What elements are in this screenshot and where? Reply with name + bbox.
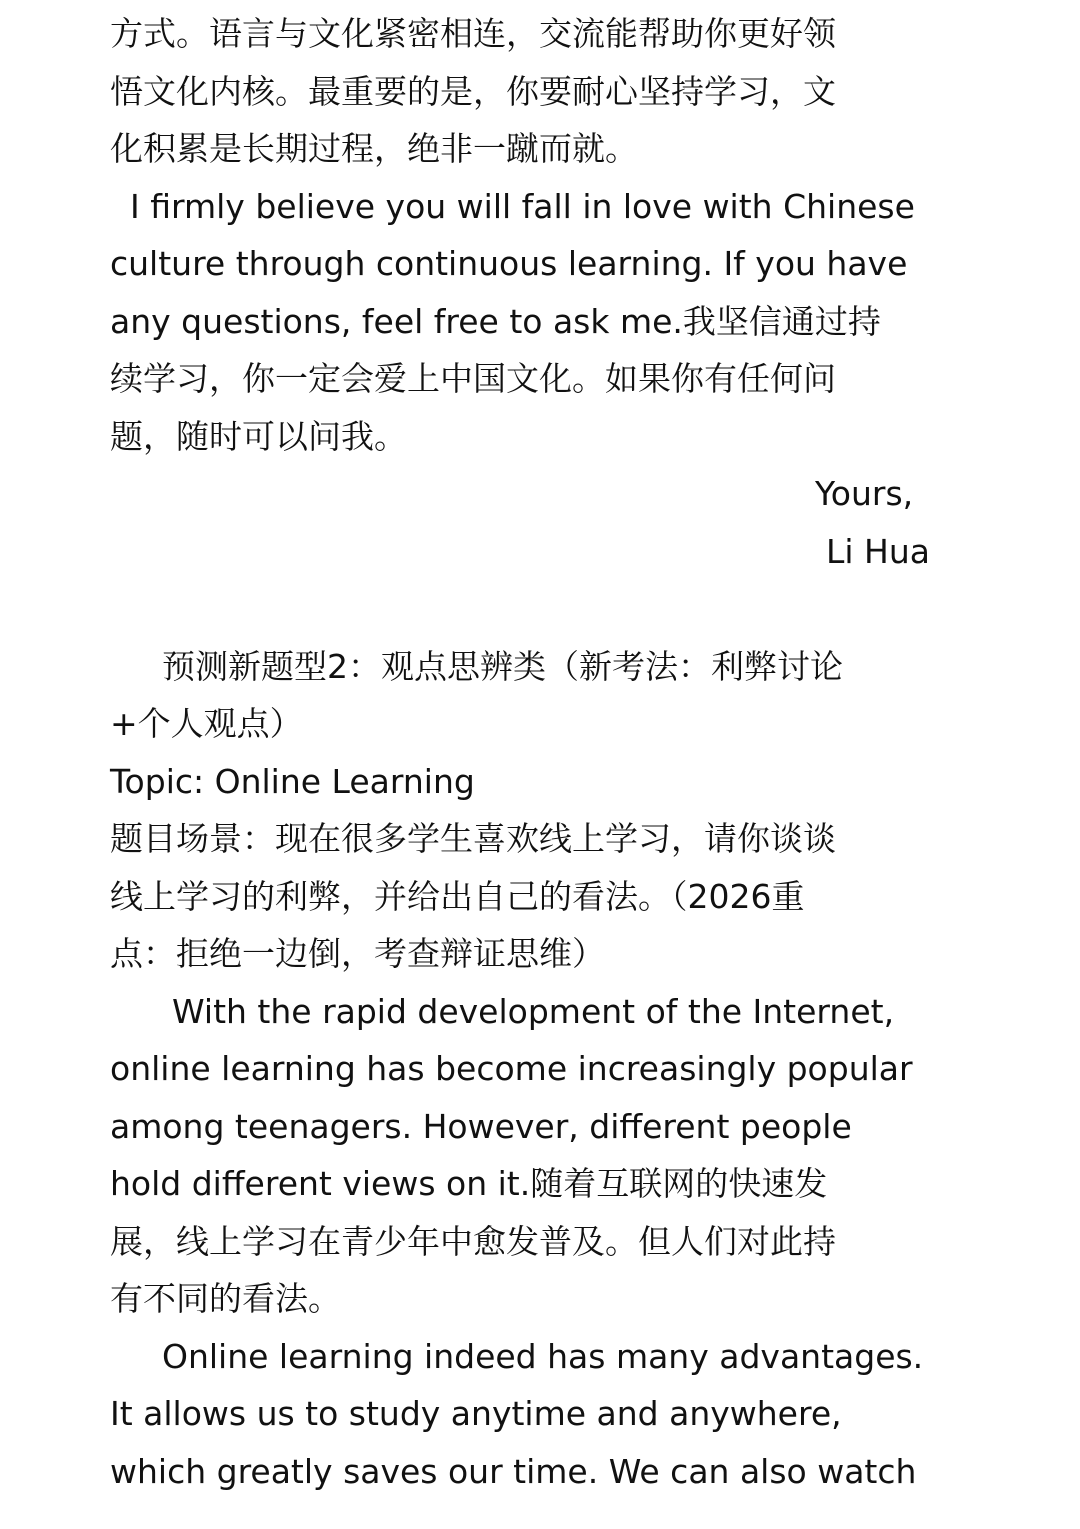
text-line: among teenagers. However, different people (110, 1107, 852, 1146)
text-line: I firmly believe you will fall in love with Chinese (130, 187, 915, 226)
text-line: online learning has become increasingly popular (110, 1049, 913, 1088)
text-line: 方式。语言与文化紧密相连，交流能帮助你更好领 (110, 14, 836, 53)
text-line: 展，线上学习在青少年中愈发普及。但人们对此持 (110, 1222, 836, 1261)
text-line: 有不同的看法。 (110, 1279, 341, 1318)
text-line: culture through continuous learning. If you have (110, 244, 908, 283)
text-line: 线上学习的利弊，并给出自己的看法。（2026重 (110, 877, 805, 916)
section-heading-cont: +个人观点） (110, 704, 303, 743)
text-line: It allows us to study anytime and anywhere, (110, 1394, 842, 1433)
text-line: any questions, feel free to ask me.我坚信通过持 (110, 302, 881, 341)
text-line: hold different views on it.随着互联网的快速发 (110, 1164, 828, 1203)
signature-name: Li Hua (826, 532, 930, 571)
text-line: which greatly saves our time. We can also watch (110, 1452, 917, 1491)
text-line: 化积累是长期过程，绝非一蹴而就。 (110, 129, 638, 168)
text-line: Online learning indeed has many advantages. (162, 1337, 924, 1376)
text-line: 点：拒绝一边倒，考查辩证思维） (110, 934, 605, 973)
text-line: With the rapid development of the Internet, (172, 992, 895, 1031)
text-line: 题目场景：现在很多学生喜欢线上学习，请你谈谈 (110, 819, 836, 858)
text-line: 题，随时可以问我。 (110, 417, 407, 456)
topic-line: Topic: Online Learning (110, 762, 475, 801)
text-line: 续学习，你一定会爱上中国文化。如果你有任何问 (110, 359, 836, 398)
section-heading: 预测新题型2：观点思辨类（新考法：利弊讨论 (162, 647, 843, 686)
signature-closing: Yours, (815, 474, 914, 513)
text-line: 悟文化内核。最重要的是，你要耐心坚持学习，文 (110, 72, 836, 111)
